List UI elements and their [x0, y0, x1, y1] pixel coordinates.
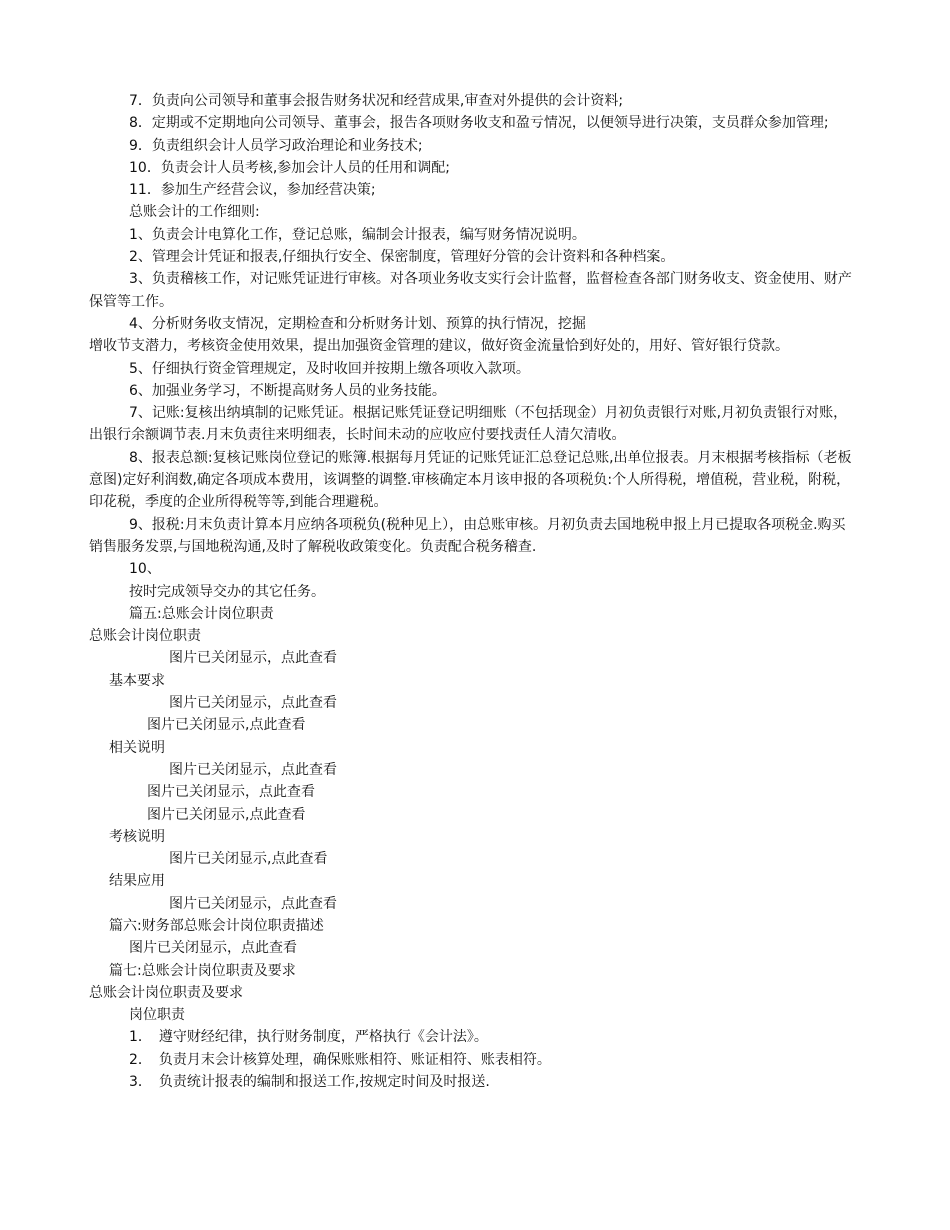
paragraph: 2． 负责月末会计核算处理，确保账账相符、账证相符、账表相符。: [129, 1051, 551, 1068]
paragraph: 1． 遵守财经纪律，执行财务制度，严格执行《会计法》。: [129, 1029, 488, 1046]
section-heading: 篇六:财务部总账会计岗位职责描述: [109, 917, 324, 934]
image-placeholder-link[interactable]: 图片已关闭显示，点此查看: [147, 784, 315, 801]
section-heading: 基本要求: [109, 672, 165, 689]
image-placeholder-link[interactable]: 图片已关闭显示，点此查看: [169, 895, 337, 912]
paragraph: 增收节支潜力，考核资金使用效果，提出加强资金管理的建议，做好资金流量恰到好处的，用好、管好银行贷款。: [89, 338, 789, 355]
image-placeholder-link[interactable]: 图片已关闭显示，点此查看: [169, 650, 337, 667]
paragraph: 1、负责会计电算化工作，登记总账，编制会计报表，编写财务情况说明。: [129, 226, 586, 243]
paragraph: 3、负责稽核工作，对记账凭证进行审核。对各项业务收支实行会计监督，监督检查各部门财务收支、资金使用、财产保管等工作。: [89, 271, 852, 310]
paragraph: 10．负责会计人员考核,参加会计人员的任用和调配;: [129, 159, 450, 176]
image-placeholder-link[interactable]: 图片已关闭显示，点此查看: [129, 940, 297, 957]
paragraph: 8、报表总额:复核记账岗位登记的账簿.根据每月凭证的记账凭证汇总登记总账,出单位报表。月末根据考核指标（老板意图)定好利润数,确定各项成本费用，该调整的调整.审核确定本月该申报的各项税负:个人所得税，增值税，营业税，附税，印花税，季度的企业所得税等等,到能合理避税。: [89, 449, 852, 511]
paragraph: 3． 负责统计报表的编制和报送工作,按规定时间及时报送.: [129, 1074, 490, 1091]
paragraph: 5、仔细执行资金管理规定，及时收回并按期上缴各项收入款项。: [129, 360, 530, 377]
paragraph: 10、: [129, 561, 161, 578]
section-heading: 岗位职责: [129, 1007, 185, 1024]
section-heading: 总账会计岗位职责及要求: [89, 984, 243, 1001]
image-placeholder-link[interactable]: 图片已关闭显示,点此查看: [147, 717, 306, 734]
section-heading: 篇七:总账会计岗位职责及要求: [109, 962, 296, 979]
paragraph: 按时完成领导交办的其它任务。: [129, 583, 325, 600]
paragraph: 6、加强业务学习，不断提高财务人员的业务技能。: [129, 382, 446, 399]
paragraph: 2、管理会计凭证和报表,仔细执行安全、保密制度，管理好分管的会计资料和各种档案。: [129, 249, 675, 266]
paragraph: 11．参加生产经营会议，参加经营决策;: [129, 182, 376, 199]
paragraph: 7、记账:复核出纳填制的记账凭证。根据记账凭证登记明细账（不包括现金）月初负责银行对账,月初负责银行对账，出银行余额调节表.月末负责往来明细表，长时间未动的应收应付要找责任人清欠清收。: [89, 405, 848, 444]
document-body: [89, 90, 857, 1093]
image-placeholder-link[interactable]: 图片已关闭显示，点此查看: [169, 695, 337, 712]
image-placeholder-link[interactable]: 图片已关闭显示，点此查看: [169, 761, 337, 778]
paragraph: 9、报税:月末负责计算本月应纳各项税负(税种见上），由总账审核。月初负责去国地税申报上月已提取各项税金.购买销售服务发票,与国地税沟通,及时了解税收政策变化。负责配合税务稽查.: [89, 516, 846, 555]
section-heading: 总账会计岗位职责: [89, 628, 201, 645]
paragraph: 9．负责组织会计人员学习政治理论和业务技术;: [129, 137, 423, 154]
section-heading: 总账会计的工作细则:: [129, 204, 260, 221]
section-heading: 考核说明: [109, 828, 165, 845]
section-heading: 结果应用: [109, 873, 165, 890]
section-heading: 相关说明: [109, 739, 165, 756]
paragraph: 8．定期或不定期地向公司领导、董事会，报告各项财务收支和盈亏情况，以便领导进行决策，支员群众参加管理;: [129, 115, 829, 132]
paragraph: 4、分析财务收支情况，定期检查和分析财务计划、预算的执行情况，挖掘: [129, 315, 586, 332]
paragraph: 7．负责向公司领导和董事会报告财务状况和经营成果,审查对外提供的会计资料;: [129, 93, 624, 109]
image-placeholder-link[interactable]: 图片已关闭显示,点此查看: [169, 851, 328, 868]
section-heading: 篇五:总账会计岗位职责: [129, 605, 274, 622]
image-placeholder-link[interactable]: 图片已关闭显示,点此查看: [147, 806, 306, 823]
